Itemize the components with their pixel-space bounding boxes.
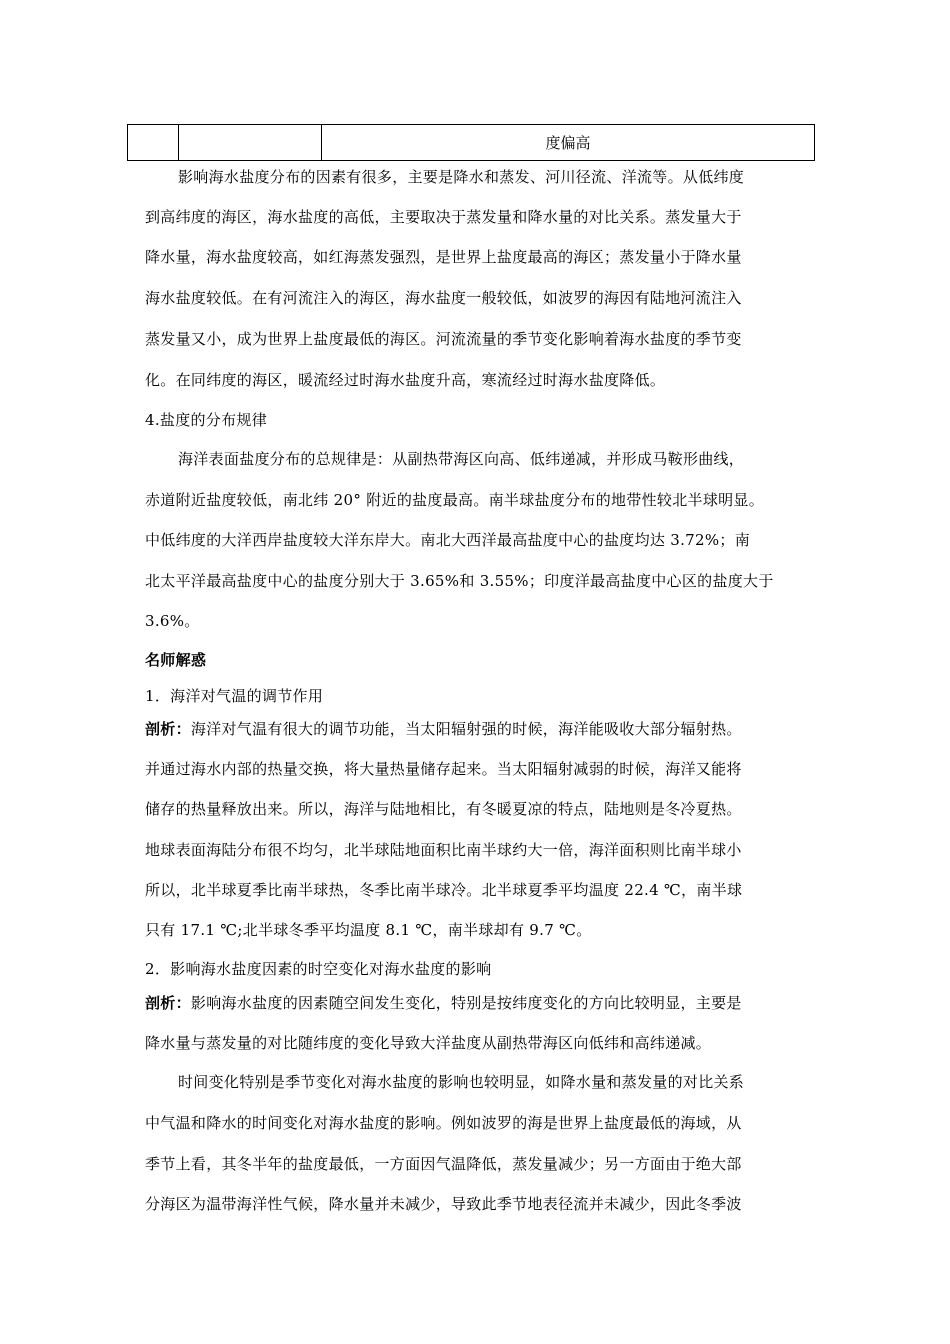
section-heading: 名师解惑 (145, 651, 207, 669)
paragraph-line: 并通过海水内部的热量交换，将大量热量储存起来。当太阳辐射减弱的时候，海洋又能将 (145, 760, 742, 778)
paragraph-line: 北太平洋最高盐度中心的盐度分别大于 3.65%和 3.55%；印度洋最高盐度中心区的盐度大于 (145, 572, 774, 590)
paragraph-line: 时间变化特别是季节变化对海水盐度的影响也较明显，如降水量和蒸发量的对比关系 (178, 1073, 745, 1091)
paragraph-line: 蒸发量又小，成为世界上盐度最低的海区。河流流量的季节变化影响着海水盐度的季节变 (145, 330, 742, 348)
table-cell: 度偏高 (322, 125, 815, 161)
table-cell (128, 125, 179, 161)
paragraph-line: 所以，北半球夏季比南半球热，冬季比南半球冷。北半球夏季平均温度 22.4 ℃，南半球 (145, 881, 743, 899)
paragraph-line (145, 993, 742, 1013)
paragraph-line: 中气温和降水的时间变化对海水盐度的影响。例如波罗的海是世界上盐度最低的海域，从 (145, 1114, 742, 1132)
paragraph-line: 中低纬度的大洋西岸盐度较大洋东岸大。南北大西洋最高盐度中心的盐度均达 3.72%；南 (145, 531, 751, 549)
paragraph-line: 影响海水盐度分布的因素有很多，主要是降水和蒸发、河川径流、洋流等。从低纬度 (178, 168, 745, 186)
table-row (128, 125, 815, 161)
table-cell (179, 125, 322, 161)
paragraph-line: 赤道附近盐度较低，南北纬 20° 附近的盐度最高。南半球盐度分布的地带性较北半球明显。 (145, 491, 765, 509)
section-heading: 4.盐度的分布规律 (145, 411, 268, 429)
paragraph-line: 化。在同纬度的海区，暖流经过时海水盐度升高，寒流经过时海水盐度降低。 (145, 371, 666, 389)
paragraph-text: 影响海水盐度的因素随空间发生变化，特别是按纬度变化的方向比较明显，主要是 (190, 994, 742, 1012)
paragraph-line: 降水量与蒸发量的对比随纬度的变化导致大洋盐度从副热带海区向低纬和高纬递减。 (145, 1034, 712, 1052)
paragraph-line: 3.6%。 (145, 612, 200, 630)
paragraph-line: 储存的热量释放出来。所以，海洋与陆地相比，有冬暖夏凉的特点，陆地则是冬冷夏热。 (145, 800, 742, 818)
paragraph-line: 海洋表面盐度分布的总规律是：从副热带海区向高、低纬递减，并形成马鞍形曲线， (178, 450, 745, 468)
paragraph-line: 降水量，海水盐度较高，如红海蒸发强烈，是世界上盐度最高的海区；蒸发量小于降水量 (145, 248, 742, 266)
analysis-label: 剖析： (145, 720, 191, 738)
paragraph-line: 季节上看，其冬半年的盐度最低，一方面因气温降低，蒸发量减少；另一方面由于绝大部 (145, 1155, 742, 1173)
paragraph-line: 只有 17.1 ℃;北半球冬季平均温度 8.1 ℃，南半球却有 9.7 ℃。 (145, 921, 592, 939)
subsection-heading: 1．海洋对气温的调节作用 (145, 687, 324, 705)
paragraph-line: 海水盐度较低。在有河流注入的海区，海水盐度一般较低，如波罗的海因有陆地河流注入 (145, 289, 742, 307)
paragraph-line: 到高纬度的海区，海水盐度的高低，主要取决于蒸发量和降水量的对比关系。蒸发量大于 (145, 208, 742, 226)
analysis-label: 剖析： (145, 994, 191, 1012)
paragraph-text: 海洋对气温有很大的调节功能，当太阳辐射强的时候，海洋能吸收大部分辐射热。 (190, 720, 742, 738)
paragraph-line: 地球表面海陆分布很不均匀，北半球陆地面积比南半球约大一倍，海洋面积则比南半球小 (145, 841, 742, 859)
table-fragment (127, 124, 815, 161)
paragraph-line (145, 719, 742, 739)
subsection-heading: 2．影响海水盐度因素的时空变化对海水盐度的影响 (145, 960, 492, 978)
paragraph-line: 分海区为温带海洋性气候，降水量并未减少，导致此季节地表径流并未减少，因此冬季波 (145, 1195, 742, 1213)
